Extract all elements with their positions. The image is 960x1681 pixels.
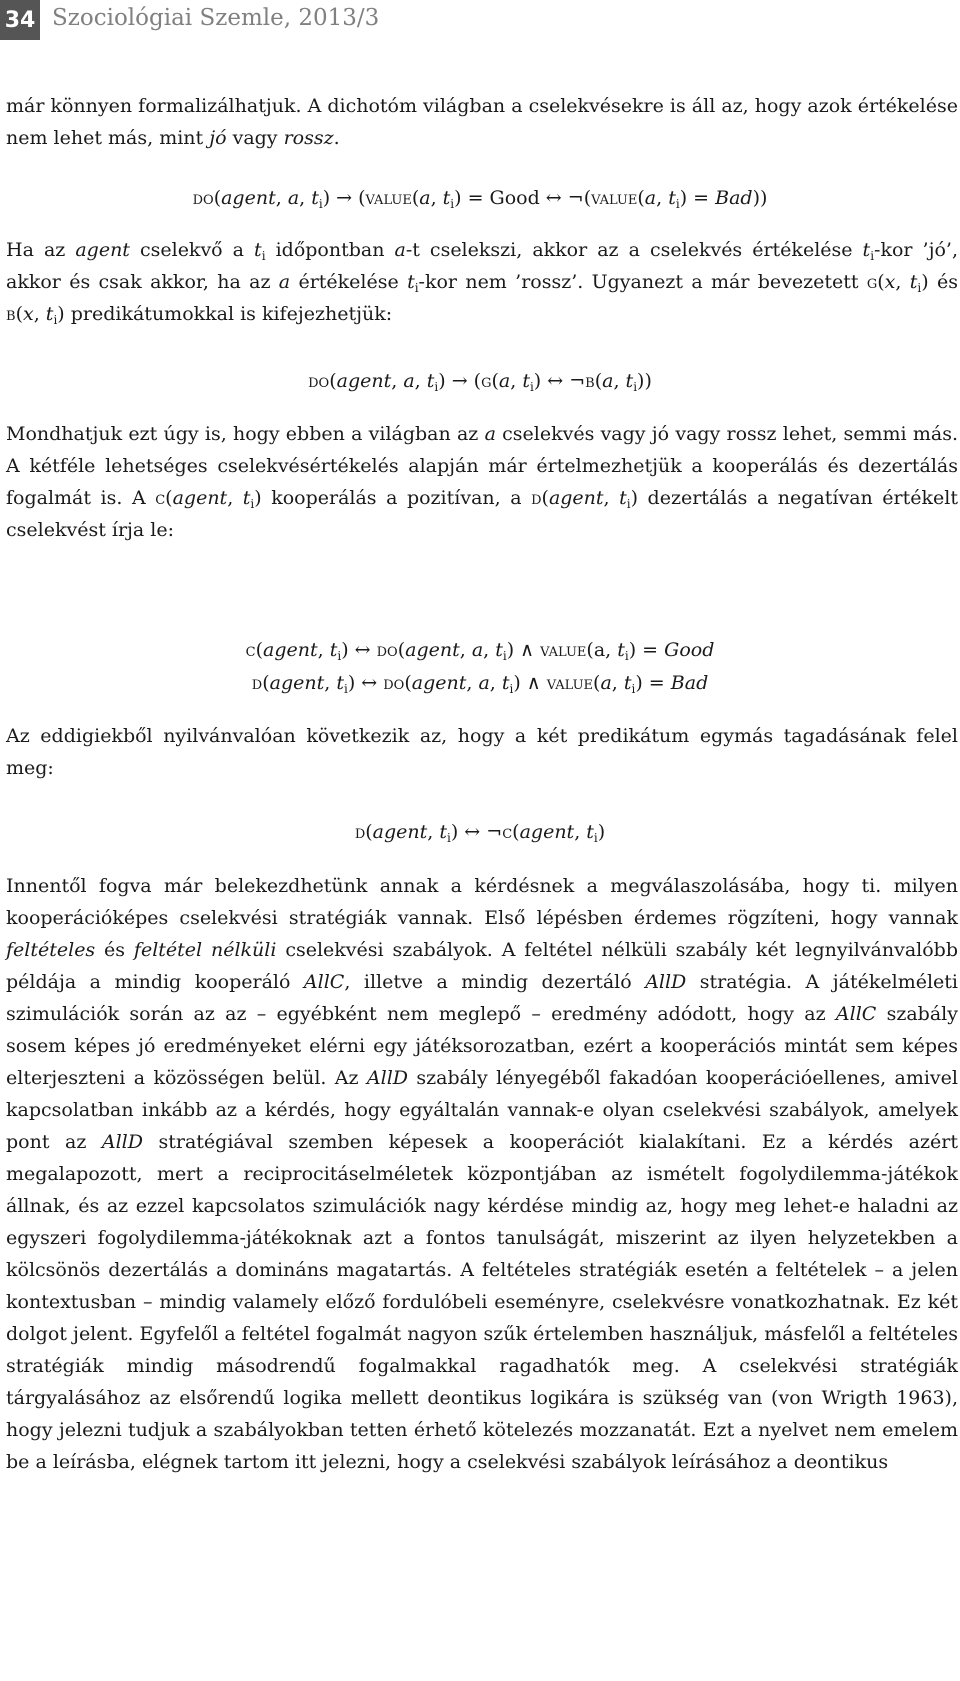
paragraph-intro: már könnyen formalizálhatjuk. A dichotóm világban a cselekvésekre is áll az, hogy azok értékelése nem lehet más, mint jó vagy rossz. [6, 95, 958, 149]
journal-title: Szociológiai Szemle, 2013/3 [52, 5, 380, 31]
formula-do-g-b: do(agent, a, $t_i) \to (g(a$, $t_i$) ↔ ¬b(a, $t_i$)) [308, 370, 652, 394]
formula-defection: d(agent, $t_i$) ↔ do(agent, a, $t_i$) ∧ value(a, $t_i$) = Bad [251, 672, 709, 696]
formula-d-not-c: d(agent, $t_i$) ↔ ¬c(agent, $t_i$) [354, 821, 606, 845]
page-number: 34 [0, 0, 40, 40]
paragraph-cooperation: Mondhatjuk ezt úgy is, hogy ebben a világban az a cselekvés vagy jó vagy rossz lehet, semmi más. A kétféle lehetséges cselekvésértékelés alapján már értelmezhetjük a kooperálás és dezertálás fogalmát is. A c(agent, $t_i$) kooperálás a pozitívan, a d(agent, $t_i$) dezertálás a negatívan értékelt cselekvést írja le: [6, 423, 958, 541]
paragraph-negation: Az eddigiekből nyilvánvalóan következik az, hogy a két predikátum egymás tagadásának felel meg: [6, 725, 958, 779]
formula-do-value: do(agent, a, $t_i$) → (value(a, $t_i$) = Good ↔ ¬(value(a, $t_i) = Bad$)) [192, 187, 768, 211]
formula-cooperation: c(agent, $t_i$) ↔ do(agent, a, $t_i$) ∧ value(a, $t_i$) = Good [245, 639, 715, 663]
page-header [0, 0, 960, 40]
paragraph-strategies: Innentől fogva már belekezdhetünk annak a kérdésnek a megválaszolásába, hogy ti. milyen kooperációképes cselekvési stratégiák vannak. Első lépésben érdemes rögzíteni, hogy vannak feltételes és feltétel nélküli cselekvési szabályok. A feltétel nélküli szabály két legnyilvánvalóbb példája a mindig kooperáló AllC, illetve a mindig dezertáló AllD stratégia. A játékelméleti szimulációk során az az – egyébként nem meglepő – eredmény adódott, hogy az AllC szabály sosem képes jó eredményeket elérni egy játéksorozatban, ezért a kooperációs mintát sem képes elterjeszteni a közösségen belül. Az AllD szabály lényegéből fakadóan kooperációellenes, amivel kapcsolatban inkább az a kérdés, hogy egyáltalán vannak-e olyan cselekvési szabályok, amelyek pont az AllD stratégiával szemben képesek a kooperációt kialakítani. Ez a kérdés azért megalapozott, mert a reciprocitáselméletek központjában az ismételt fogolydilemma-játékok állnak, és az ezzel kapcsolatos szimulációk nagy kérdése mindig az, hogy meg lehet-e haladni az egyszeri fogolydilemma-játékoknak azt a fontos tanulságát, miszerint az ilyen helyzetekben a kölcsönös dezertálás a domináns magatartás. A feltételes stratégiák esetén a feltételek – a jelen kontextusban – mindig valamely előző fordulóbeli eseményre, cselekvésre vonatkozhatnak. Ez két dolgot jelent. Egyfelől a feltétel fogalmát nagyon szűk értelemben használjuk, másfelől a feltételes stratégiák mindig másodrendű fogalmakkal ragadhatók meg. A cselekvési stratégiák tárgyalásához az elsőrendű logika mellett deontikus logikára is szükség van (von Wrigth 1963), hogy jelezni tudjuk a szabályokban tetten érhető kötelezés mozzanatát. Ezt a nyelvet nem emelem be a leírásba, elégnek tartom itt jelezni, hogy a cselekvési szabályok leírásához a deontikus [6, 875, 958, 1473]
paragraph-explanation: Ha az agent cselekvő a $t_i$ időpontban a-t cselekszi, akkor az a cselekvés értékelése $t_i$-kor ’jó’, akkor és csak akkor, ha az a értékelése $t_i$-kor nem ’rossz’. Ugyanezt a már bevezetett g(x, $t_i$) és b(x, $t_i$) predikátumokkal is kifejezhetjük: [6, 239, 958, 327]
